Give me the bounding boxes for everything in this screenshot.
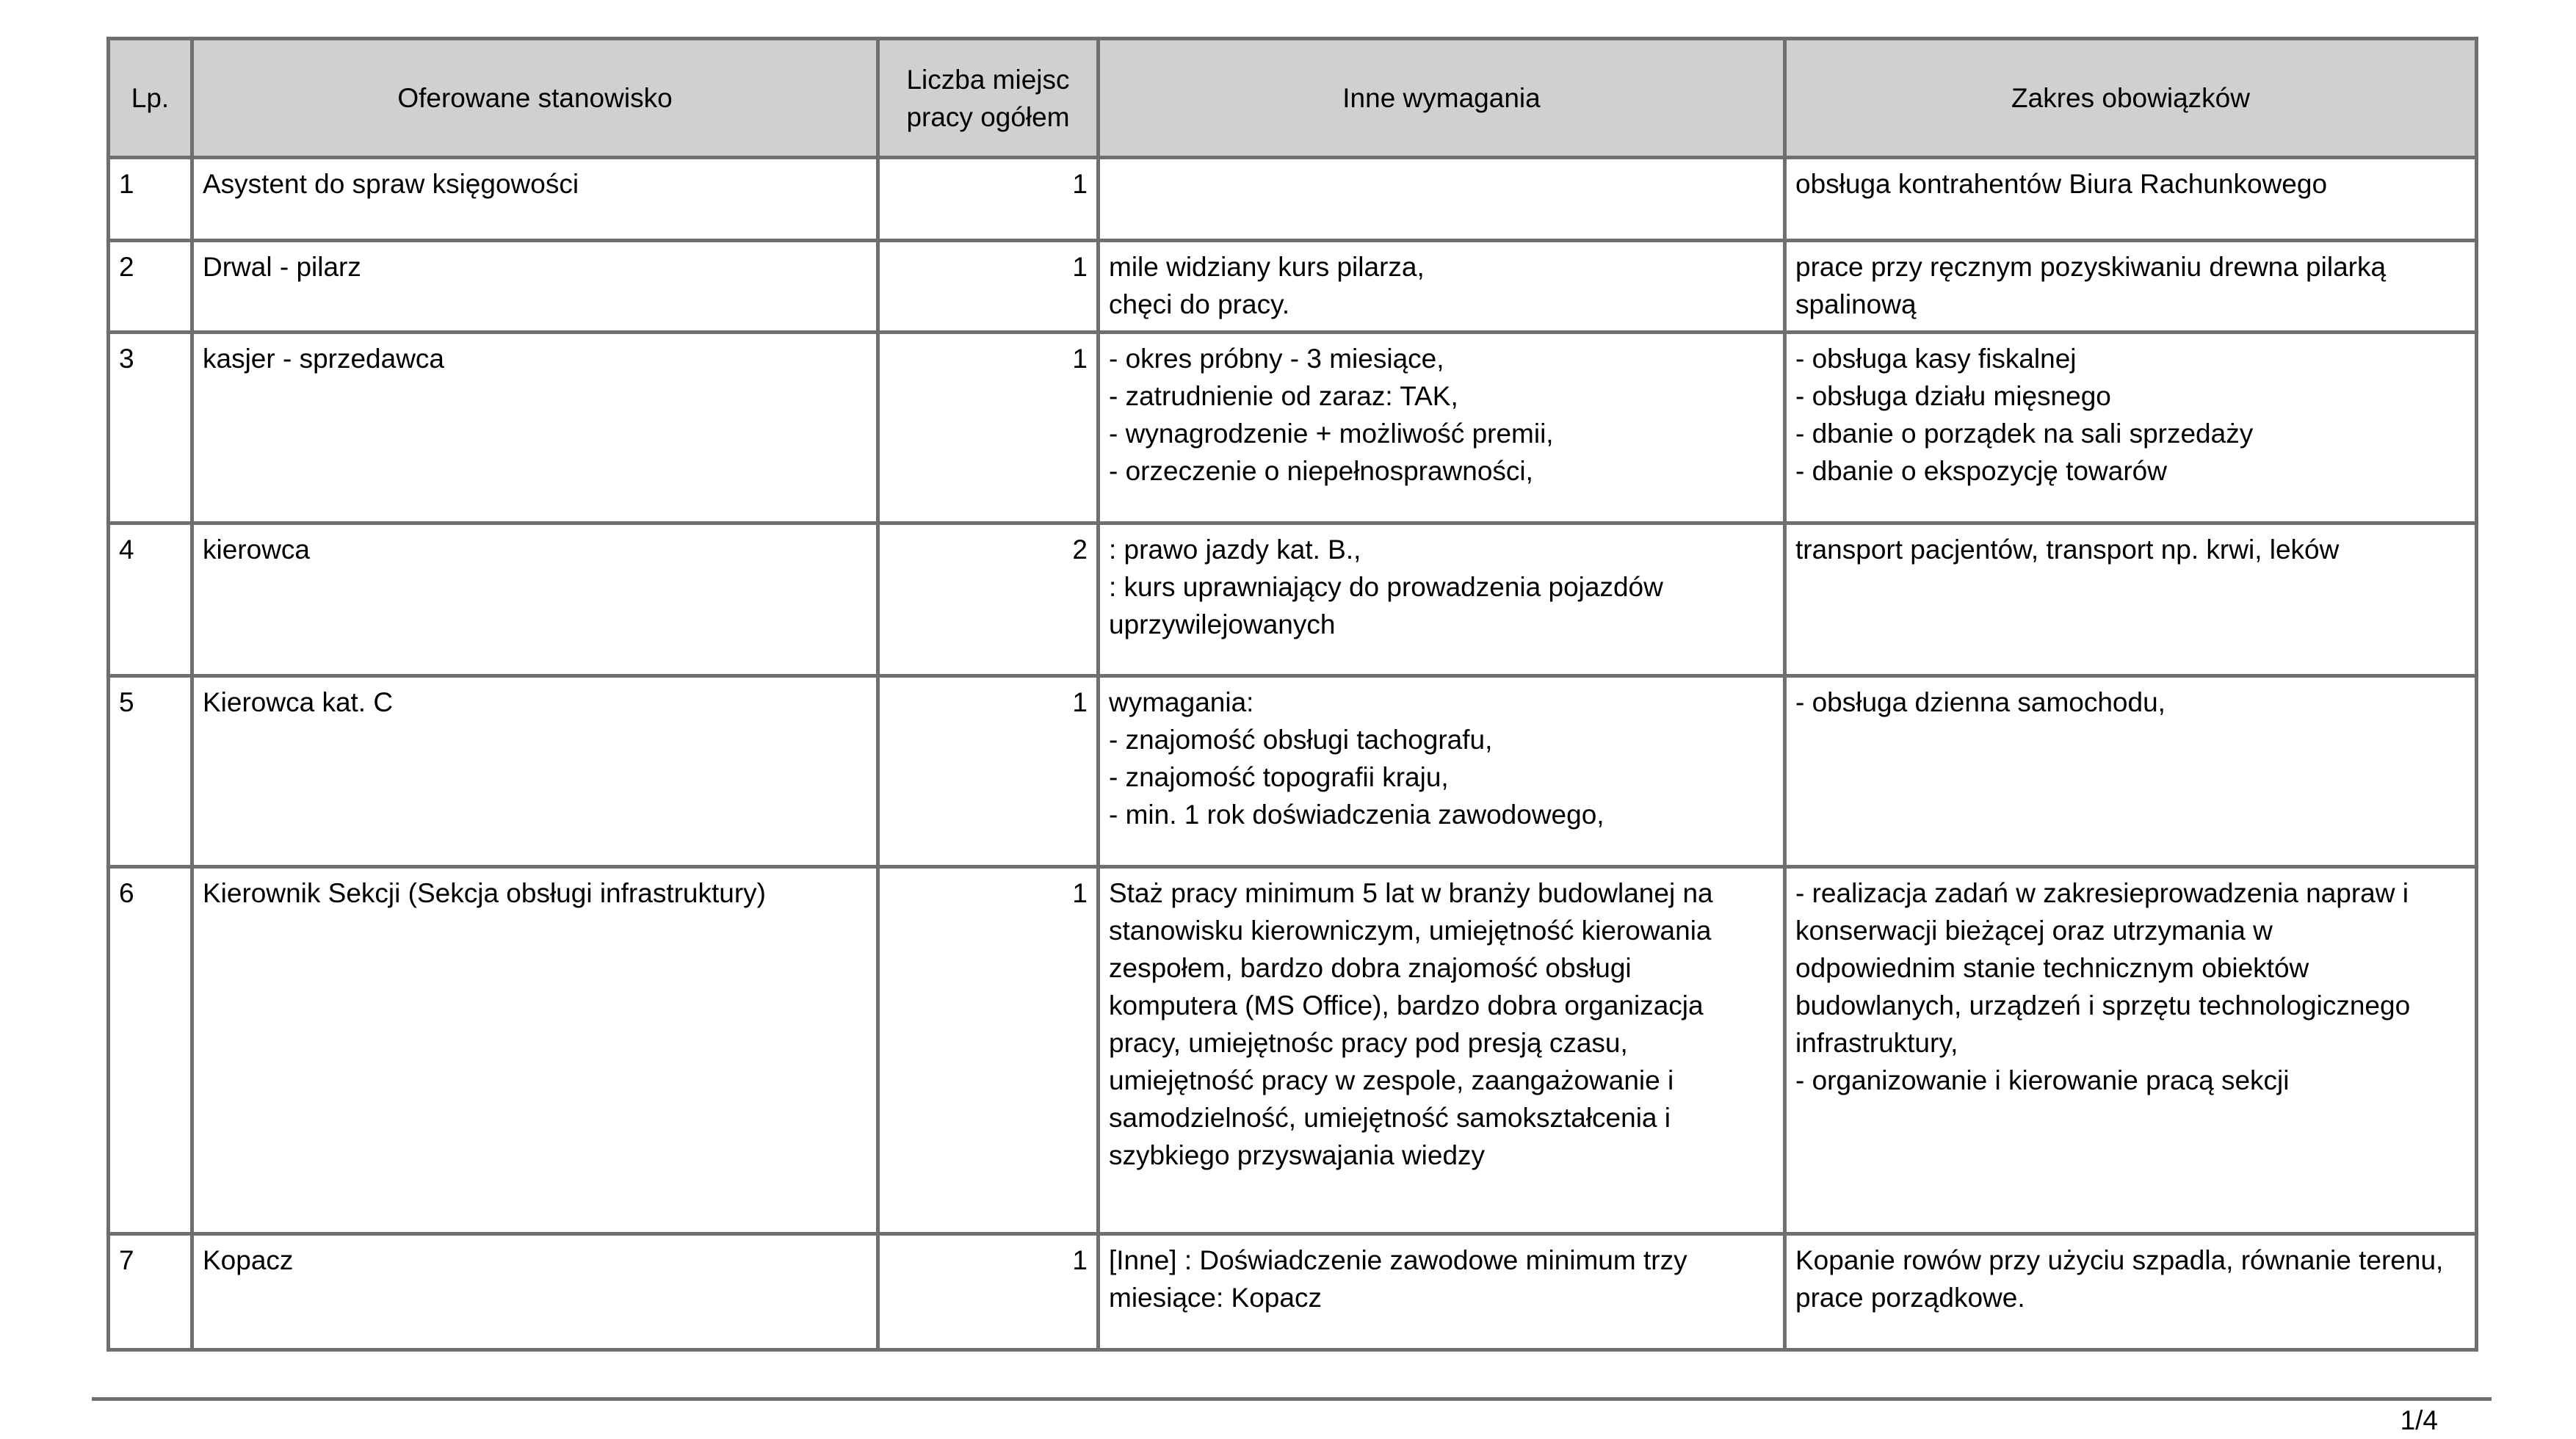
table-row [109, 1234, 2477, 1350]
cell-duties: transport pacjentów, transport np. krwi, leków [1785, 523, 2477, 676]
table-header-row [109, 39, 2477, 158]
cell-duties: obsługa kontrahentów Biura Rachunkowego [1785, 158, 2477, 241]
table-row [109, 158, 2477, 241]
table-row [109, 241, 2477, 333]
cell-requirements: Staż pracy minimum 5 lat w branży budowlanej na stanowisku kierowniczym, umiejętność kierowania zespołem, bardzo dobra znajomość obsługi komputera (MS Office), bardzo dobra organizacja pracy, umiejętnośc pracy pod presją czasu, umiejętność pracy w zespole, zaangażowanie i samodzielność, umiejętność samokształcenia i szybkiego przyswajania wiedzy [1099, 867, 1785, 1234]
cell-duties: - obsługa dzienna samochodu, [1785, 676, 2477, 867]
cell-lp: 3 [109, 333, 192, 523]
cell-position: Kierownik Sekcji (Sekcja obsługi infrastruktury) [192, 867, 878, 1234]
cell-lp: 4 [109, 523, 192, 676]
table-row [109, 523, 2477, 676]
table-row [109, 333, 2477, 523]
table-row [109, 867, 2477, 1234]
cell-requirements: wymagania: - znajomość obsługi tachografu, - znajomość topografii kraju, - min. 1 rok doświadczenia zawodowego, [1099, 676, 1785, 867]
header-duties: Zakres obowiązków [1785, 39, 2477, 158]
cell-position: kasjer - sprzedawca [192, 333, 878, 523]
header-count: Liczba miejsc pracy ogółem [878, 39, 1099, 158]
cell-position: Drwal - pilarz [192, 241, 878, 333]
cell-position: Kopacz [192, 1234, 878, 1350]
header-requirements: Inne wymagania [1099, 39, 1785, 158]
cell-position: Asystent do spraw księgowości [192, 158, 878, 241]
cell-lp: 5 [109, 676, 192, 867]
page-number: 1/4 [2400, 1405, 2438, 1435]
cell-duties: - obsługa kasy fiskalnej - obsługa działu mięsnego - dbanie o porządek na sali sprzedaży - dbanie o ekspozycję towarów [1785, 333, 2477, 523]
cell-requirements: : prawo jazdy kat. B., : kurs uprawniający do prowadzenia pojazdów uprzywilejowanych [1099, 523, 1785, 676]
cell-position: Kierowca kat. C [192, 676, 878, 867]
cell-requirements: mile widziany kurs pilarza, chęci do pracy. [1099, 241, 1785, 333]
cell-position: kierowca [192, 523, 878, 676]
cell-duties: prace przy ręcznym pozyskiwaniu drewna pilarką spalinową [1785, 241, 2477, 333]
cell-lp: 7 [109, 1234, 192, 1350]
cell-count: 1 [878, 676, 1099, 867]
cell-duties: Kopanie rowów przy użyciu szpadla, równanie terenu, prace porządkowe. [1785, 1234, 2477, 1350]
table-row [109, 676, 2477, 867]
cell-count: 1 [878, 1234, 1099, 1350]
cell-requirements [1099, 158, 1785, 241]
footer-divider [92, 1397, 2492, 1401]
cell-requirements: [Inne] : Doświadczenie zawodowe minimum trzy miesiące: Kopacz [1099, 1234, 1785, 1350]
cell-lp: 2 [109, 241, 192, 333]
header-lp: Lp. [109, 39, 192, 158]
cell-lp: 6 [109, 867, 192, 1234]
cell-count: 1 [878, 241, 1099, 333]
cell-count: 2 [878, 523, 1099, 676]
job-offers-table [106, 37, 2478, 1352]
header-position: Oferowane stanowisko [192, 39, 878, 158]
cell-duties: - realizacja zadań w zakresieprowadzenia napraw i konserwacji bieżącej oraz utrzymania w odpowiednim stanie technicznym obiektów budowlanych, urządzeń i sprzętu technologicznego infrastruktury, - organizowanie i kierowanie pracą sekcji [1785, 867, 2477, 1234]
cell-count: 1 [878, 867, 1099, 1234]
cell-requirements: - okres próbny - 3 miesiące, - zatrudnienie od zaraz: TAK, - wynagrodzenie + możliwość premii, - orzeczenie o niepełnosprawności, [1099, 333, 1785, 523]
cell-count: 1 [878, 333, 1099, 523]
cell-lp: 1 [109, 158, 192, 241]
cell-count: 1 [878, 158, 1099, 241]
